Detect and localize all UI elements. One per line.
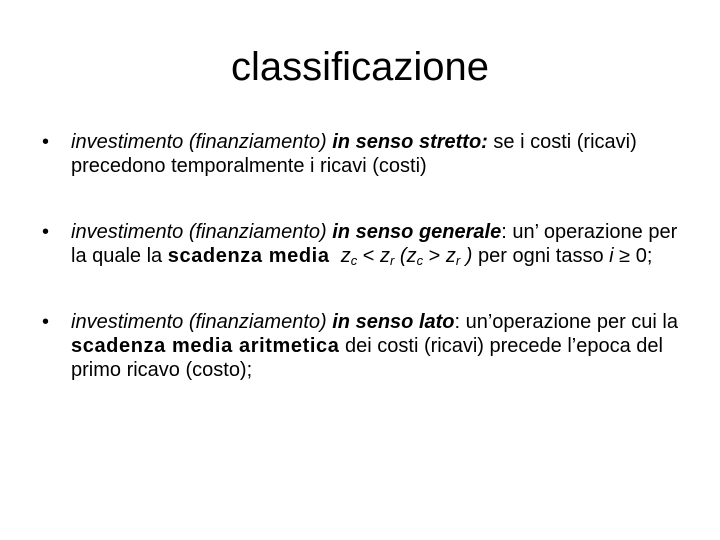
var-z: z xyxy=(340,245,351,267)
bullet-list xyxy=(42,130,692,382)
bullet-item-stretto xyxy=(42,130,692,178)
term-scadenza-media: scadenza media xyxy=(167,245,330,267)
var-z: z xyxy=(406,245,417,267)
inequality-zero: ≥ 0; xyxy=(613,245,653,267)
term-investimento: investimento (finanziamento) xyxy=(71,131,327,153)
definition-text-end: dei costi (ricavi) precede l’epoca del primo ricavo (costo); xyxy=(71,335,663,381)
definition-text: : un’ operazione per la quale la xyxy=(71,221,678,267)
open-paren: ( xyxy=(399,245,407,267)
bullet-dot-icon: • xyxy=(42,311,50,333)
bullet-dot-icon: • xyxy=(42,221,50,243)
subscript-r: r xyxy=(389,253,395,268)
term-investimento: investimento (finanziamento) xyxy=(71,221,327,243)
subscript-c: c xyxy=(416,253,424,268)
slide-title: classificazione xyxy=(231,45,489,89)
close-paren: ) xyxy=(460,245,473,267)
bullet-item-generale xyxy=(42,220,692,268)
var-z: z xyxy=(379,245,390,267)
definition-text: se i costi (ricavi) precedono temporalmente i ricavi (costi) xyxy=(71,131,637,177)
term-in-senso-lato: in senso lato xyxy=(332,311,455,333)
less-than-sign: < xyxy=(357,245,380,267)
var-i: i xyxy=(609,245,614,267)
subscript-c: c xyxy=(350,253,358,268)
var-z: z xyxy=(445,245,456,267)
text-per-ogni-tasso: per ogni tasso xyxy=(472,245,610,267)
subscript-r: r xyxy=(455,253,461,268)
bullet-dot-icon: • xyxy=(42,131,50,153)
greater-than-sign: > xyxy=(423,245,446,267)
bullet-item-lato xyxy=(42,310,692,382)
definition-text: : un’operazione per cui la xyxy=(454,311,678,333)
term-in-senso-generale: in senso generale xyxy=(332,221,502,243)
term-investimento: investimento (finanziamento) xyxy=(71,311,327,333)
term-in-senso-stretto: in senso stretto: xyxy=(332,131,488,153)
term-scadenza-media-aritmetica: scadenza media aritmetica xyxy=(71,335,340,357)
